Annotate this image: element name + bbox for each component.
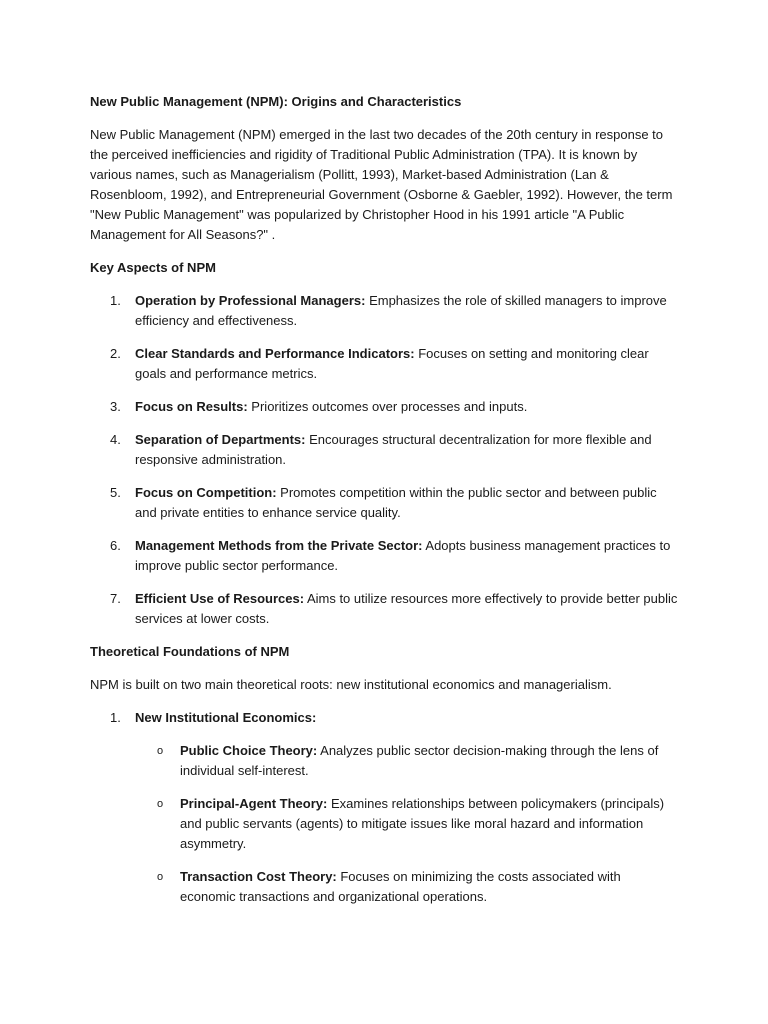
bullet-icon: o <box>157 745 164 757</box>
item-text: Encourages structural decentralization for more flexible and responsive administration. <box>135 432 652 467</box>
sub-list-item <box>135 741 678 781</box>
key-aspects-list <box>90 291 678 629</box>
list-item <box>90 397 678 417</box>
item-number: 1. <box>110 710 121 725</box>
key-aspects-heading: Key Aspects of NPM <box>90 260 216 275</box>
item-number: 5. <box>110 485 121 500</box>
list-item <box>90 708 678 907</box>
item-text: Aims to utilize resources more effectively to provide better public services at lower costs. <box>135 591 678 626</box>
item-term: Separation of Departments: <box>135 432 306 447</box>
list-item <box>90 589 678 629</box>
item-number: 6. <box>110 538 121 553</box>
bullet-icon: o <box>157 798 164 810</box>
item-term: Clear Standards and Performance Indicators: <box>135 346 415 361</box>
item-number: 3. <box>110 399 121 414</box>
sub-list-item <box>135 794 678 854</box>
foundations-list <box>90 708 678 907</box>
list-item <box>90 430 678 470</box>
sub-list-item <box>135 867 678 907</box>
item-term: Management Methods from the Private Sector: <box>135 538 423 553</box>
list-item <box>90 344 678 384</box>
item-text: Adopts business management practices to improve public sector performance. <box>135 538 671 573</box>
sub-item-text: Analyzes public sector decision-making through the lens of individual self-interest. <box>180 743 659 778</box>
sub-list <box>135 741 678 907</box>
item-term: Focus on Competition: <box>135 485 277 500</box>
item-text: Focuses on setting and monitoring clear goals and performance metrics. <box>135 346 649 381</box>
foundations-heading: Theoretical Foundations of NPM <box>90 644 290 659</box>
item-term: Focus on Results: <box>135 399 248 414</box>
list-item <box>90 483 678 523</box>
item-term: Efficient Use of Resources: <box>135 591 305 606</box>
sub-item-term: Public Choice Theory: <box>180 743 318 758</box>
list-item <box>90 536 678 576</box>
foundations-intro: NPM is built on two main theoretical roots: new institutional economics and managerialism. <box>90 677 612 692</box>
item-number: 2. <box>110 346 121 361</box>
item-term: New Institutional Economics: <box>135 710 317 725</box>
item-text: Emphasizes the role of skilled managers to improve efficiency and effectiveness. <box>135 293 667 328</box>
item-number: 4. <box>110 432 121 447</box>
sub-item-text: Examines relationships between policymakers (principals) and public servants (agents) to mitigate issues like moral hazard and information asymmetry. <box>180 796 665 851</box>
sub-item-text: Focuses on minimizing the costs associated with economic transactions and organizational operations. <box>180 869 621 904</box>
item-term: Operation by Professional Managers: <box>135 293 366 308</box>
item-text: Prioritizes outcomes over processes and inputs. <box>247 399 528 414</box>
item-number: 7. <box>110 591 121 606</box>
bullet-icon: o <box>157 871 164 883</box>
document-title: New Public Management (NPM): Origins and Characteristics <box>90 94 462 109</box>
item-text: Promotes competition within the public sector and between public and private entities to enhance service quality. <box>135 485 657 520</box>
intro-paragraph: New Public Management (NPM) emerged in the last two decades of the 20th century in response to the perceived inefficiencies and rigidity of Traditional Public Administration (TPA). It is known by various names, such as Managerialism (Pollitt, 1993), Market-based Administration (Lan & Rosenbloom, 1992), and Entrepreneurial Government (Osborne & Gaebler, 1992). However, the term "New Public Management" was popularized by Christopher Hood in his 1991 article "A Public Management for All Seasons?" . <box>90 127 673 242</box>
item-number: 1. <box>110 293 121 308</box>
list-item <box>90 291 678 331</box>
sub-item-term: Transaction Cost Theory: <box>180 869 337 884</box>
sub-item-term: Principal-Agent Theory: <box>180 796 328 811</box>
